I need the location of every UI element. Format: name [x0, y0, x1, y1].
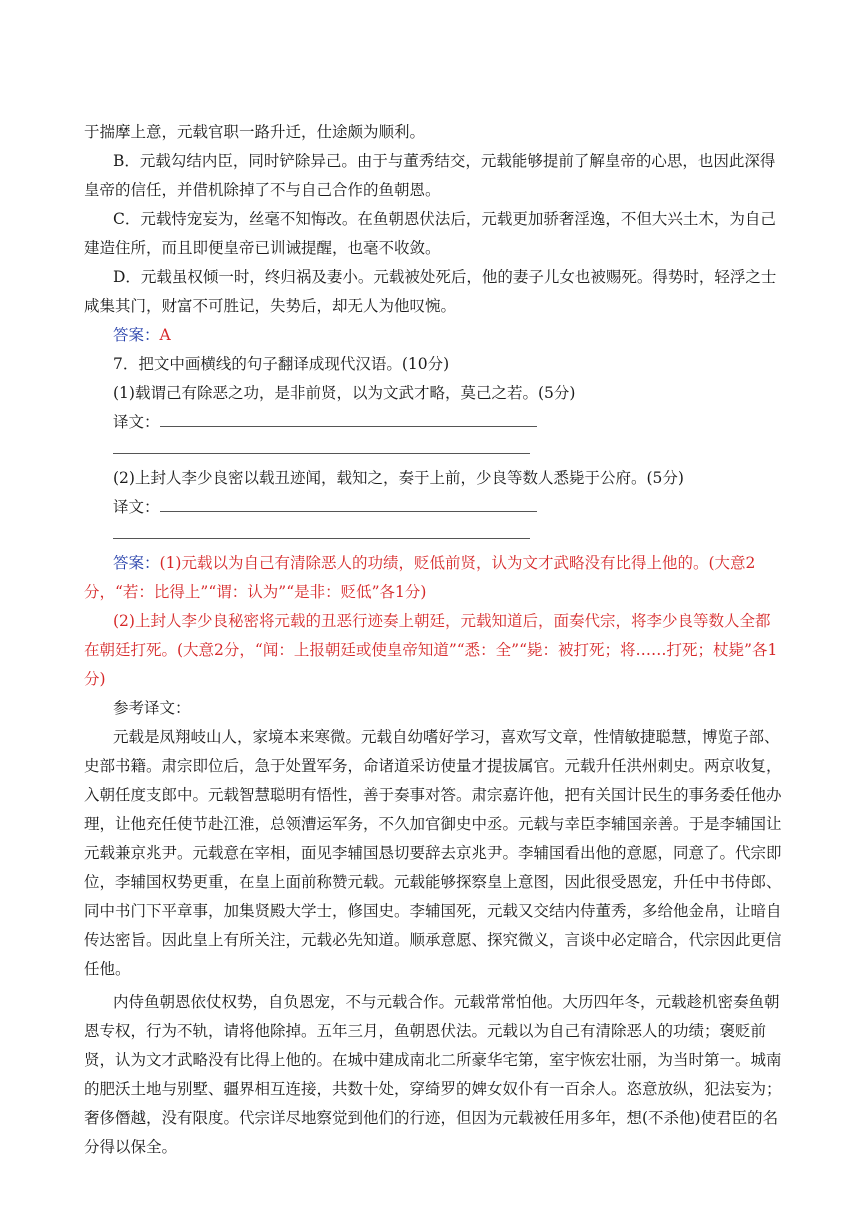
answer-7-text-1: (1)元载以为自己有清除恶人的功绩，贬低前贤，认为文才武略没有比得上他的。(大意2分，“若：比得上”“谓：认为”“是非：贬低”各1分) [84, 554, 756, 601]
reference-paragraph-2: 内侍鱼朝恩依仗权势，自负恩宠，不与元载合作。元载常常怕他。大历四年冬，元载趁机密奏鱼朝恩专权，行为不轨，请将他除掉。五年三月，鱼朝恩伏法。元载以为自己有清除恶人的功绩；褒贬前贤，认为文才武略没有比得上他的。在城中建成南北二所豪华宅第，室宇恢宏壮丽，为当时第一。城南的肥沃土地与别墅、疆界相互连接，共数十处，穿绮罗的婢女奴仆有一百余人。恣意放纵，犯法妄为；奢侈僭越，没有限度。代宗详尽地察觉到他们的行迹，但因为元载被任用多年，想(不杀他)使君臣的名分得以保全。 [84, 993, 782, 1156]
option-b: B．元载勾结内臣，同时铲除异己。由于与董秀结交，元载能够提前了解皇帝的心思，也因此深得皇帝的信任，并借机除掉了不与自己合作的鱼朝恩。 [84, 152, 776, 199]
translation-blank-1b[interactable] [113, 437, 530, 454]
answer-6 [84, 321, 784, 350]
option-c: C．元载恃宠妄为，丝毫不知悔改。在鱼朝恩伏法后，元载更加骄奢淫逸，不但大兴土木，为自己建造住所，而且即便皇帝已训诫提醒，也毫不收敛。 [84, 210, 776, 257]
translation-blank-1a[interactable] [160, 410, 537, 427]
translation-blank-2a[interactable] [160, 495, 537, 512]
answer-value: A [159, 326, 171, 344]
translation-label: 译文： [113, 413, 160, 431]
option-a-continuation: 于揣摩上意，元载官职一路升迁，仕途颇为顺利。 [84, 123, 426, 141]
answer-label: 答案： [113, 326, 160, 344]
translation-label: 译文： [113, 498, 160, 516]
translation-row-1 [84, 408, 784, 437]
option-d: D．元载虽权倾一时，终归祸及妻小。元载被处死后，他的妻子儿女也被赐死。得势时，轻浮之士咸集其门，财富不可胜记，失势后，却无人为他叹惋。 [84, 268, 777, 315]
question-7-prompt: 7．把文中画横线的句子翻译成现代汉语。(10分) [113, 355, 450, 373]
answer-label: 答案： [113, 554, 160, 572]
question-7-sub-1: (1)载谓己有除恶之功，是非前贤，以为文武才略，莫己之若。(5分) [113, 384, 576, 402]
question-7-sub-2: (2)上封人李少良密以载丑迹闻，载知之，奏于上前，少良等数人悉毙于公府。(5分) [113, 469, 684, 487]
answer-7-part-1 [84, 549, 784, 607]
reference-paragraph-1: 元载是凤翔岐山人，家境本来寒微。元载自幼嗜好学习，喜欢写文章，性情敏捷聪慧，博览子部、史部书籍。肃宗即位后，急于处置军务，命诸道采访使量才提拔属官。元载升任洪州刺史。两京收复，入朝任度支郎中。元载智慧聪明有悟性，善于奏事对答。肃宗嘉许他，把有关国计民生的事务委任他办理，让他充任使节赴江淮，总领漕运军务，不久加官御史中丞。元载与幸臣李辅国亲善。于是李辅国让元载兼京兆尹。元载意在宰相，面见李辅国恳切要辞去京兆尹。李辅国看出他的意愿，同意了。代宗即位，李辅国权势更重，在皇上面前称赞元载。元载能够探察皇上意图，因此很受恩宠，升任中书侍郎、同中书门下平章事，加集贤殿大学士，修国史。李辅国死，元载又交结内侍董秀，多给他金帛，让暗自传达密旨。因此皇上有所关注，元载必先知道。顺承意愿、探究微义，言谈中必定暗合，代宗因此更信任他。 [84, 728, 782, 978]
translation-row-2 [84, 493, 784, 522]
document-body [84, 118, 784, 1162]
answer-7-part-2: (2)上封人李少良秘密将元载的丑恶行迹奏上朝廷，元载知道后，面奏代宗，将李少良等数人全都在朝廷打死。(大意2分，“闻：上报朝廷或使皇帝知道”“悉：全”“毙：被打死；将……打死；杖毙”各1分) [84, 612, 778, 688]
translation-blank-2b[interactable] [113, 522, 530, 539]
reference-heading: 参考译文： [113, 699, 191, 717]
